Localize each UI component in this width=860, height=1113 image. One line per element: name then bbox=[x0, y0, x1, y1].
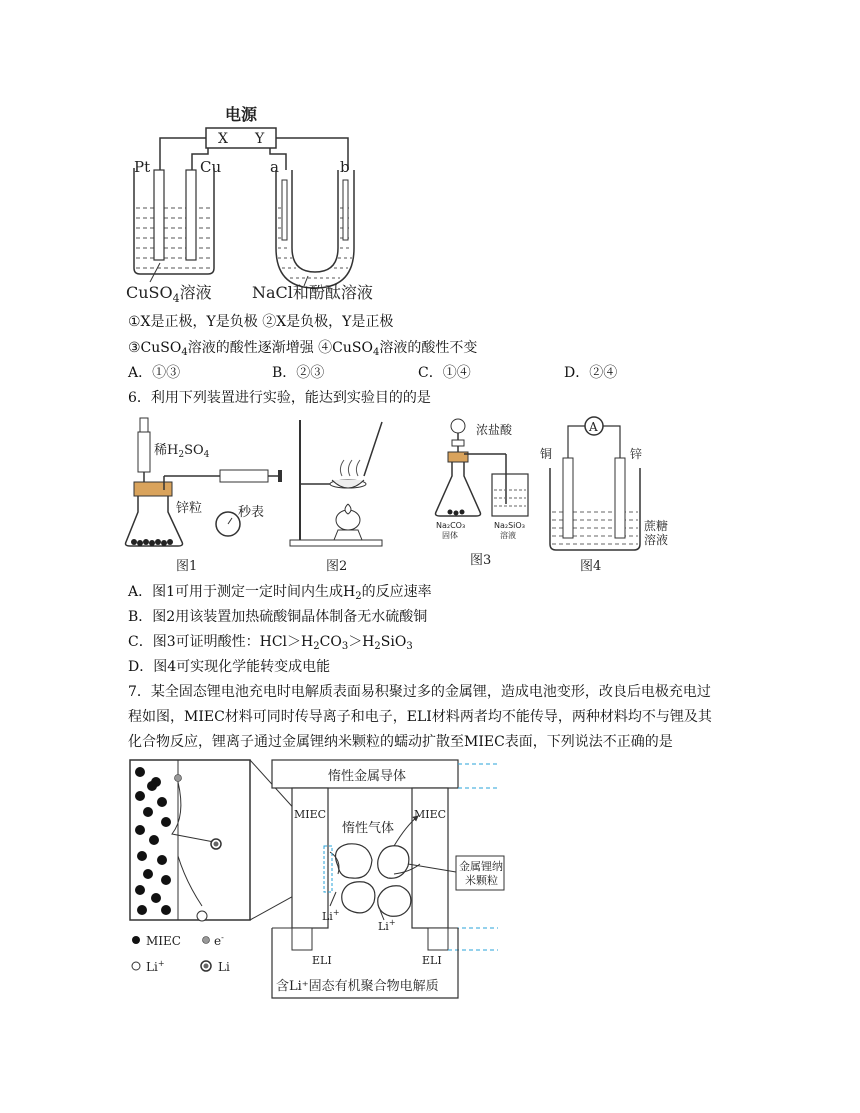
u-tube bbox=[276, 170, 354, 288]
nano-particle-label-1: 金属锂纳 bbox=[459, 860, 503, 873]
x-terminal-label: X bbox=[218, 131, 228, 147]
pt-electrode bbox=[154, 170, 164, 260]
conc-hcl-label: 浓盐酸 bbox=[476, 423, 513, 437]
fig3-label: 图3 bbox=[470, 553, 492, 568]
b-electrode bbox=[343, 180, 348, 240]
q5-choice-c[interactable]: C．①④ bbox=[418, 365, 471, 381]
copper-label: 铜 bbox=[540, 447, 553, 461]
legend-miec: MIEC bbox=[146, 934, 181, 948]
zinc-electrode-label: 锌 bbox=[630, 447, 643, 461]
pt-electrode-label: Pt bbox=[134, 158, 151, 176]
nacl-solution-label: NaCl和酚酞溶液 bbox=[252, 283, 373, 302]
q5-choice-a[interactable]: A．①③ bbox=[128, 365, 181, 381]
q5-choice-b[interactable]: B．②③ bbox=[272, 365, 325, 381]
legend-electron: e- bbox=[214, 933, 224, 948]
zinc-granules-label: 锌粒 bbox=[176, 501, 203, 516]
lithium-battery-figure bbox=[126, 756, 506, 1004]
electrolysis-figure bbox=[120, 98, 400, 306]
a-electrode-label: a bbox=[270, 158, 279, 176]
cuso4-solution-label: CuSO$_4$溶液 bbox=[126, 283, 212, 305]
inert-gas-label: 惰性气体 bbox=[342, 821, 395, 836]
q6-option-a[interactable]: A．图1可用于测定一定时间内生成$H_2$的反应速率 bbox=[128, 584, 432, 602]
fig4-label: 图4 bbox=[580, 559, 602, 574]
electrolyte-label: 含Li⁺固态有机聚合物电解质 bbox=[276, 979, 439, 994]
fig2-label: 图2 bbox=[326, 559, 348, 574]
eli-left-label: ELI bbox=[312, 954, 332, 967]
nano-particle-label-2: 米颗粒 bbox=[465, 874, 498, 887]
legend-li-ion: Li+ bbox=[146, 959, 165, 974]
cu-electrode-label: Cu bbox=[200, 158, 222, 176]
na2co3-label: Na₂CO₃ bbox=[436, 521, 466, 530]
q6-option-c[interactable]: C．图3可证明酸性：$HCl>H_2CO_3>H_2SiO_3$ bbox=[128, 634, 413, 652]
q7-stem-line2: 程如图，MIEC材料可同时传导离子和电子，ELI材料两者均不能传导，两种材料均不与锂及其 bbox=[128, 709, 712, 725]
ammeter-label: A bbox=[589, 420, 598, 434]
miec-left-label: MIEC bbox=[294, 808, 327, 821]
a-electrode bbox=[282, 180, 287, 240]
fig1-label: 图1 bbox=[176, 559, 198, 574]
q5-choice-d[interactable]: D．②④ bbox=[564, 365, 618, 381]
li-ion-label-2: Li+ bbox=[378, 918, 396, 933]
sucrose-solution-label: 溶液 bbox=[644, 533, 669, 547]
q7-stem-line1: 7．某全固态锂电池充电时电解质表面易积聚过多的金属锂，造成电池变形，改良后电极充电过 bbox=[128, 684, 711, 700]
fig2-apparatus bbox=[290, 420, 382, 574]
eli-right-label: ELI bbox=[422, 954, 442, 967]
legend-li: Li bbox=[218, 960, 230, 974]
q6-option-d[interactable]: D．图4可实现化学能转变成电能 bbox=[128, 659, 331, 675]
q6-option-b[interactable]: B．图2用该装置加热硫酸铜晶体制备无水硫酸铜 bbox=[128, 609, 428, 625]
q5-statement-line2: ③CuSO$_4$溶液的酸性逐渐增强 ④CuSO$_4$溶液的酸性不变 bbox=[128, 340, 478, 358]
na2sio3-label: Na₂SiO₃ bbox=[494, 521, 525, 530]
dilute-h2so4-label: 稀$H_2SO_4$ bbox=[154, 443, 210, 460]
q5-statement-line1: ①X是正极，Y是负极 ②X是负极，Y是正极 bbox=[128, 314, 394, 330]
fig1-apparatus bbox=[126, 418, 283, 574]
y-terminal-label: Y bbox=[255, 131, 265, 147]
power-source-label: 电源 bbox=[225, 105, 258, 124]
b-electrode-label: b bbox=[340, 158, 350, 176]
sucrose-label: 蔗糖 bbox=[644, 519, 669, 533]
fig4-apparatus bbox=[540, 417, 668, 574]
q6-figures bbox=[120, 412, 680, 576]
conductor-label: 惰性金属导体 bbox=[328, 769, 407, 784]
solid-label: 固体 bbox=[442, 531, 458, 540]
cu-electrode bbox=[186, 170, 196, 260]
power-source-box bbox=[206, 128, 276, 148]
li-ion-label-1: Li+ bbox=[322, 908, 340, 923]
q6-stem: 6．利用下列装置进行实验，能达到实验目的的是 bbox=[128, 390, 431, 406]
miec-right-label: MIEC bbox=[414, 808, 447, 821]
q7-stem-line3: 化合物反应，锂离子通过金属锂纳米颗粒的蠕动扩散至MIEC表面，下列说法不正确的是 bbox=[128, 734, 673, 750]
sio3-solution-label: 溶液 bbox=[500, 531, 516, 540]
fig3-apparatus bbox=[436, 419, 529, 568]
stopwatch-label: 秒表 bbox=[238, 505, 265, 520]
